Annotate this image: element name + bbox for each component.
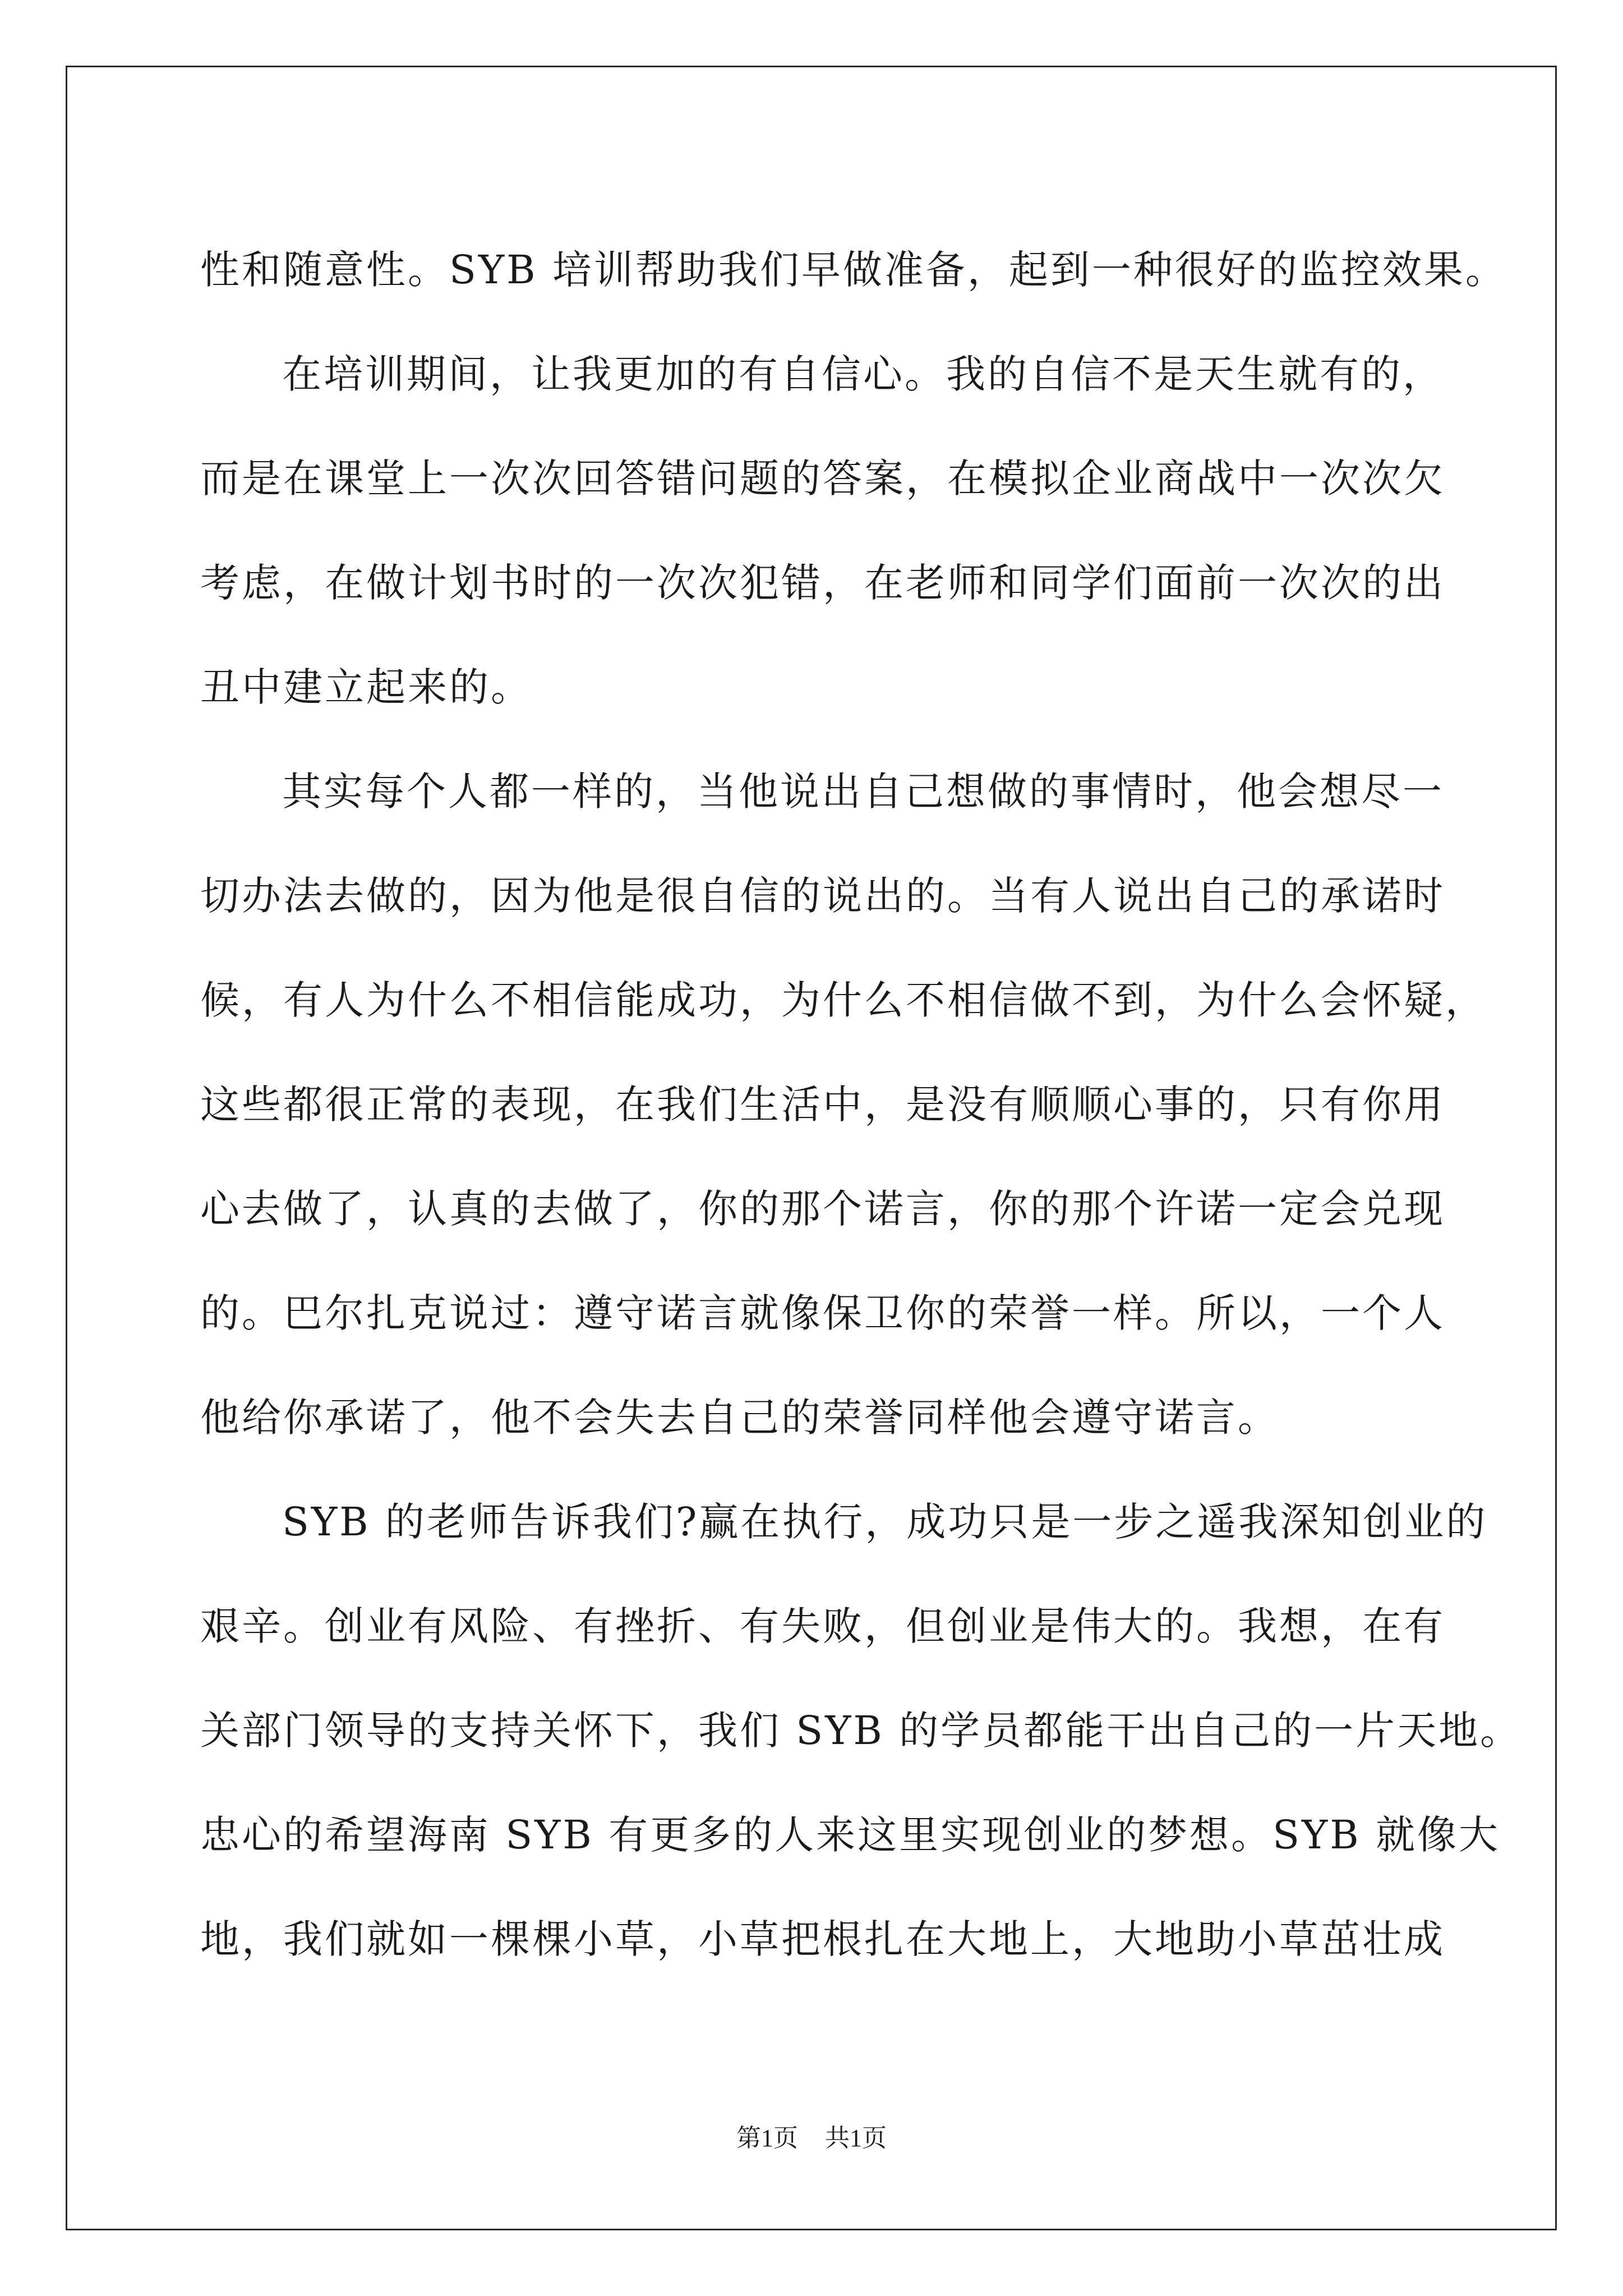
page-number-total: 共1页 [825,2124,887,2152]
text-line: 候，有人为什么不相信能成功，为什么不相信做不到，为什么会怀疑， [200,977,1487,1023]
page-footer [0,2118,1623,2154]
text-line: 在培训期间，让我更加的有自信心。我的自信不是天生就有的， [282,351,1444,397]
text-line: 地，我们就如一棵棵小草，小草把根扎在大地上，大地助小草茁壮成 [200,1916,1445,1962]
text-line: 其实每个人都一样的，当他说出自己想做的事情时，他会想尽一 [282,769,1444,815]
text-line: 丑中建立起来的。 [200,664,532,710]
text-line: 性和随意性。SYB 培训帮助我们早做准备，起到一种很好的监控效果。 [200,247,1507,293]
page-number-current: 第1页 [736,2124,798,2152]
text-line: 忠心的希望海南 SYB 有更多的人来这里实现创业的梦想。SYB 就像大 [200,1812,1500,1858]
text-line: 心去做了，认真的去做了，你的那个诺言，你的那个许诺一定会兑现 [200,1186,1445,1232]
document-body [200,218,1522,1991]
text-line: 而是在课堂上一次次回答错问题的答案，在模拟企业商战中一次次欠 [200,455,1445,501]
text-line: 艰辛。创业有风险、有挫折、有失败，但创业是伟大的。我想，在有 [200,1603,1445,1649]
text-line: 这些都很正常的表现，在我们生活中，是没有顺顺心事的，只有你用 [200,1082,1445,1128]
text-line: SYB 的老师告诉我们?赢在执行，成功只是一步之遥我深知创业的 [282,1499,1488,1545]
text-line: 他给你承诺了，他不会失去自己的荣誉同样他会遵守诺言。 [200,1395,1279,1441]
text-line: 关部门领导的支持关怀下，我们 SYB 的学员都能干出自己的一片天地。 [200,1708,1522,1754]
text-line: 切办法去做的，因为他是很自信的说出的。当有人说出自己的承诺时 [200,873,1445,919]
text-line: 的。巴尔扎克说过：遵守诺言就像保卫你的荣誉一样。所以，一个人 [200,1290,1445,1336]
text-line: 考虑，在做计划书时的一次次犯错，在老师和同学们面前一次次的出 [200,560,1445,606]
